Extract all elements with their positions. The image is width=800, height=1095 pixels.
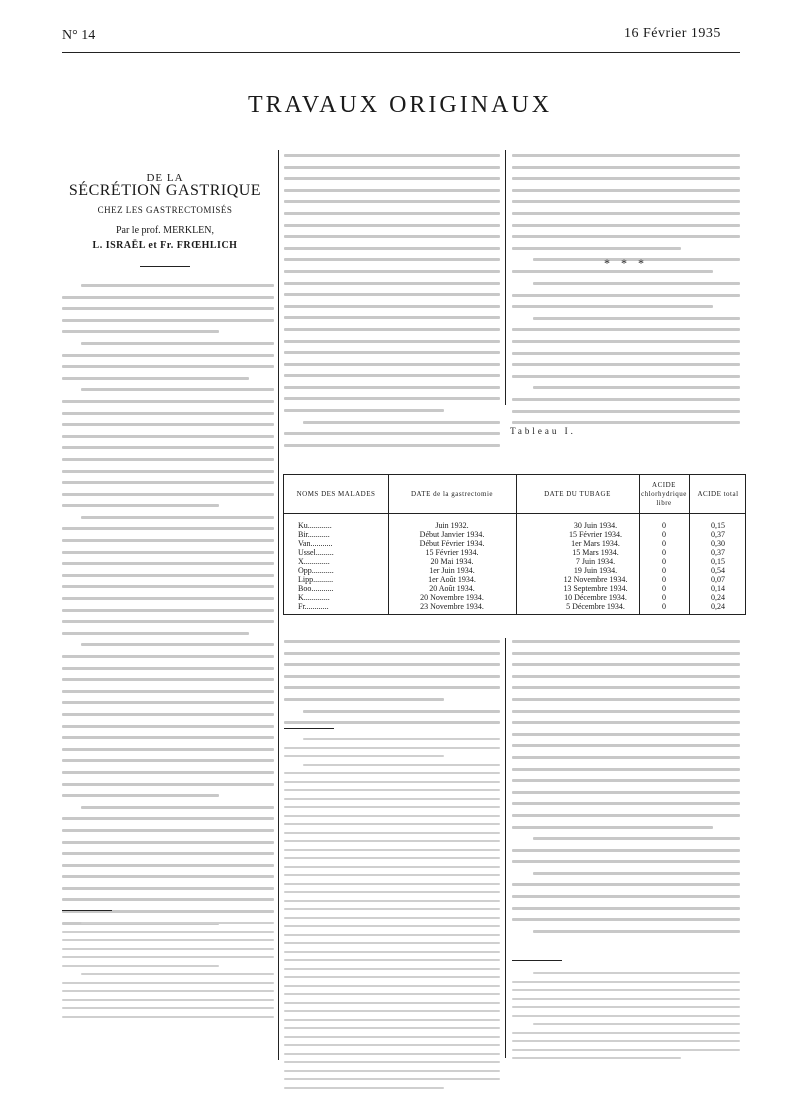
table-header-acide-libre: ACIDE chlorhydrique libre xyxy=(641,480,687,507)
table-caption: Tableau I. xyxy=(510,426,576,436)
article-subtitle: CHEZ LES GASTRECTOMISÉS xyxy=(97,205,233,215)
table-row: Opp........... 1er Juin 1934. 19 Juin 1934. 0 0,54 xyxy=(298,566,725,575)
table-row: Lipp.......... 1er Août 1934. 12 Novembre 1934. 0 0,07 xyxy=(298,575,725,584)
table-header-name: NOMS DES MALADES xyxy=(296,489,376,498)
table-row: K............. 20 Novembre 1934. 10 Décembre 1934. 0 0,24 xyxy=(298,593,725,602)
footnote-rule-left xyxy=(62,910,112,911)
table-header-operation-date: DATE de la gastrectomie xyxy=(410,489,494,498)
table-row: Boo........... 20 Août 1934. 13 Septembre 1934. 0 0,14 xyxy=(298,584,725,593)
footnote-rule-right xyxy=(512,960,562,961)
table-row: Van........... Début Février 1934. 1er Mars 1934. 0 0,30 xyxy=(298,539,725,548)
column-1-footnotes xyxy=(62,922,274,1024)
column-1-text xyxy=(62,284,274,933)
column-3-bottom-text xyxy=(512,640,740,941)
column-divider-right-bottom xyxy=(505,638,506,1058)
table-row: Bir........... Début Janvier 1934. 15 Février 1934. 0 0,37 xyxy=(298,530,725,539)
article-kicker: DE LA xyxy=(146,172,184,184)
section-separator: * * * xyxy=(604,256,648,270)
data-table xyxy=(283,474,746,615)
article-title: SÉCRÉTION GASTRIQUE xyxy=(68,182,262,199)
heading-rule xyxy=(140,266,190,267)
table-row: Ku............ Juin 1932. 30 Juin 1934. 0 0,15 xyxy=(298,521,725,530)
table-row: Fr............ 23 Novembre 1934. 5 Décembre 1934. 0 0,24 xyxy=(298,602,725,611)
column-divider-right-top xyxy=(505,150,506,405)
column-divider-left xyxy=(278,150,279,1060)
table-header-tubage-date: DATE DU TUBAGE xyxy=(544,489,611,498)
page-date: 16 Février 1935 xyxy=(624,26,721,41)
column-3-mid-text xyxy=(512,282,740,433)
column-2-footnotes xyxy=(284,738,500,1095)
header-rule xyxy=(62,52,740,53)
article-authors: L. ISRAËL et Fr. FRŒHLICH xyxy=(92,240,238,251)
column-2-top-text xyxy=(284,154,500,455)
column-2-bottom-text xyxy=(284,640,500,733)
table-row: Ussel......... 15 Février 1934. 15 Mars 1934. 0 0,37 xyxy=(298,548,725,557)
table-header-acide-total: ACIDE total xyxy=(697,489,739,498)
footnote-rule-middle xyxy=(284,728,334,729)
column-3-footnotes xyxy=(512,972,740,1066)
table-row: X............. 20 Mai 1934. 7 Juin 1934. 0 0,15 xyxy=(298,557,725,566)
section-title: TRAVAUX ORIGINAUX xyxy=(247,92,553,118)
issue-number: N° 14 xyxy=(62,28,96,43)
article-byline: Par le prof. MERKLEN, xyxy=(115,225,215,236)
